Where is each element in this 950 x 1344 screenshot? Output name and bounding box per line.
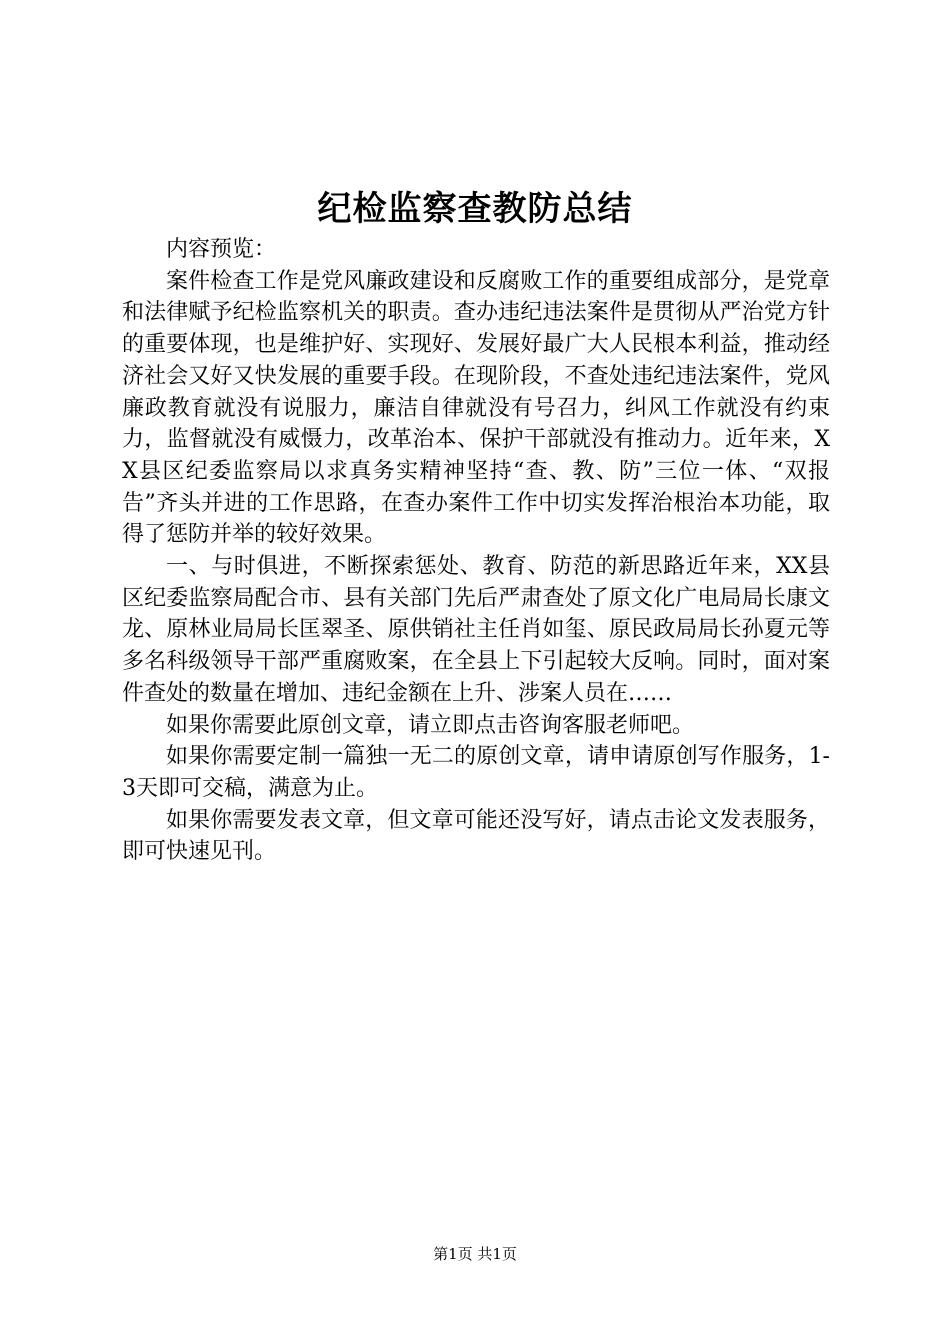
promo-paragraph: 如果你需要此原创文章，请立即点击咨询客服老师吧。 — [166, 712, 695, 738]
promo-paragraph: 如果你需要发表文章，但文章可能还没写好，请点击论文发表服务，即可快速见刊。 — [122, 807, 830, 865]
document-body — [122, 234, 830, 868]
document-title: 纪检监察查教防总结 — [317, 189, 633, 229]
promo-paragraph: 如果你需要定制一篇独一无二的原创文章，请申请原创写作服务，1-3天即可交稿，满意为止。 — [122, 744, 830, 801]
page-footer: 第1页 共1页 — [433, 1245, 517, 1263]
body-paragraph: 案件检查工作是党风廉政建设和反腐败工作的重要组成部分，是党章和法律赋予纪检监察机关的职责。查办违纪违法案件是贯彻从严治党方针的重要体现，也是维护好、实现好、发展好最广大人民根本利益，推动经济社会又好又快发展的重要手段。在现阶段，不查处违纪违法案件，党风廉政教育就没有说服力，廉洁自律就没有号召力，纠风工作就没有约束力，监督就没有威慑力，改革治本、保护干部就没有推动力。近年来，XX县区纪委监察局以求真务实精神坚持“查、教、防”三位一体、“双报告”齐头并进的工作思路，在查办案件工作中切实发挥治根治本功能，取得了惩防并举的较好效果。 — [122, 268, 830, 548]
preview-label: 内容预览： — [166, 237, 277, 262]
body-paragraph: 一、与时俱进，不断探索惩处、教育、防范的新思路近年来，XX县区纪委监察局配合市、县有关部门先后严肃查处了原文化广电局局长康文龙、原林业局局长匡翠圣、原供销社主任肖如玺、原民政局局长孙夏元等多名科级领导干部严重腐败案，在全县上下引起较大反响。同时，面对案件查处的数量在增加、违纪金额在上升、涉案人员在…… — [122, 554, 830, 706]
